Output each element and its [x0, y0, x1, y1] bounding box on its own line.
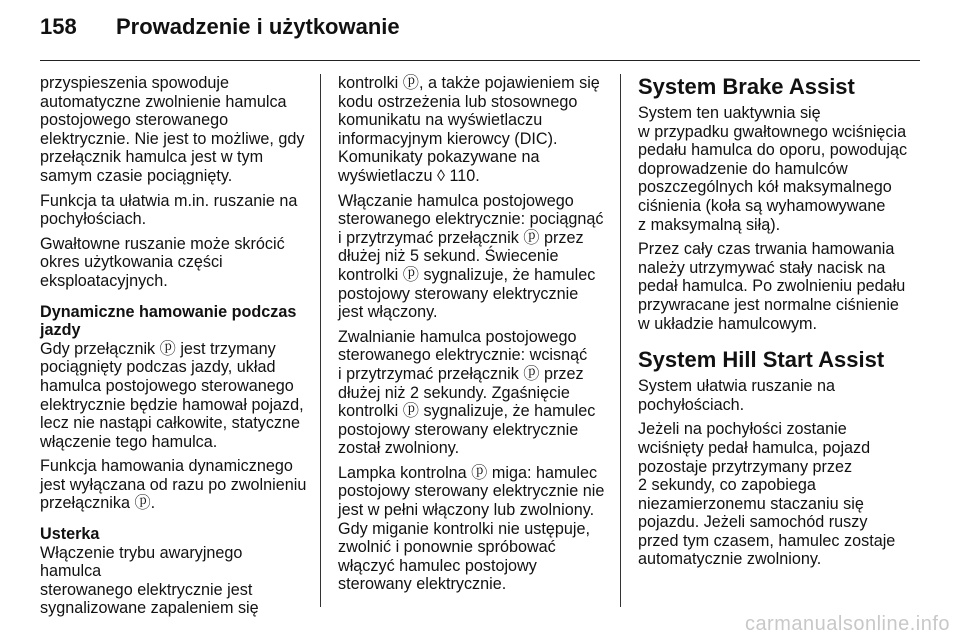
paragraph: Gwałtowne ruszanie może skrócić okres użytkowania części eksploatacyjnych. [40, 234, 285, 290]
header-divider [40, 60, 920, 61]
section-heading-dynamic-braking: Dynamiczne hamowanie podczas jazdy [40, 302, 297, 340]
column-divider [620, 74, 621, 607]
paragraph: przyspieszenia spowoduje automatyczne zwolnienie hamulca postojowego sterowanego elektrycznie. Nie jest to możliwe, gdy przełącznik hamulca jest w tym samym czasie pociągnięty. [40, 74, 305, 185]
paragraph: Jeżeli na pochyłości zostanie wciśnięty pedał hamulca, pojazd pozostaje przytrzymany przez 2 sekundy, co zapobiega niezamierzonemu staczaniu się pojazdu. Jeżeli samochód ruszy przed tym czasem, hamulec zostaje automatycznie zwolniony. [638, 420, 896, 569]
paragraph: Włączanie hamulca postojowego sterowanego elektrycznie: pociągnąć i przytrzymać przełącznik ⓟ przez dłużej niż 5 sekund. Świecenie kontrolki ⓟ sygnalizuje, że hamulec postojowy sterowany elektrycznie jest włączony. [338, 191, 604, 322]
page-title: Prowadzenie i użytkowanie [116, 14, 400, 39]
section-title-brake-assist: System Brake Assist [638, 74, 855, 99]
section-heading-fault: Usterka [40, 525, 100, 544]
column-divider [320, 74, 321, 607]
paragraph: Zwalnianie hamulca postojowego sterowanego elektrycznie: wcisnąć i przytrzymać przełącznik ⓟ przez dłużej niż 2 sekundy. Zgaśnięcie kontrolki ⓟ sygnalizuje, że hamulec postojowy sterowany elektrycznie został zwolniony. [338, 327, 596, 458]
paragraph: Gdy przełącznik ⓟ jest trzymany pociągnięty podczas jazdy, układ hamulca postojowego sterowanego elektrycznie będzie hamował pojazd, lecz nie nastąpi całkowite, statyczne włączenie tego hamulca. [40, 339, 304, 451]
column-2 [338, 74, 606, 600]
paragraph: Funkcja hamowania dynamicznego jest wyłączana od razu po zwolnieniu przełącznika ⓟ. [40, 457, 307, 513]
page-number: 158 [40, 14, 77, 39]
section-title-hill-start-assist: System Hill Start Assist [638, 347, 885, 373]
paragraph: System ten uaktywnia się w przypadku gwałtownego wciśnięcia pedału hamulca do oporu, powodując doprowadzenie do hamulców poszczególnych kół maksymalnego ciśnienia (koła są wyhamowywane z maksymalną siłą). [638, 104, 908, 234]
watermark: carmanualsonline.info [744, 613, 950, 635]
paragraph: Włączenie trybu awaryjnego hamulca sterowanego elektrycznie jest sygnalizowane zapaleniem się [40, 543, 259, 618]
paragraph: Przez cały czas trwania hamowania należy utrzymywać stały nacisk na pedał hamulca. Po zwolnieniu pedału przywracane jest normalne ciśnienie w układzie hamulcowym. [638, 240, 906, 333]
column-1 [40, 74, 308, 624]
paragraph: kontrolki ⓟ, a także pojawieniem się kodu ostrzeżenia lub stosownego komunikatu na wyświetlaczu informacyjnym kierowcy (DIC). Komunikaty pokazywane na wyświetlaczu ◊ 110. [338, 74, 600, 185]
paragraph: Lampka kontrolna ⓟ miga: hamulec postojowy sterowany elektrycznie nie jest w pełni włączony lub zwolniony. Gdy miganie kontrolki nie ustępuje, zwolnić i ponownie spróbować włączyć hamulec postojowy sterowany elektrycznie. [338, 463, 605, 594]
paragraph: Funkcja ta ułatwia m.in. ruszanie na pochyłościach. [40, 191, 298, 229]
column-3 [638, 74, 930, 575]
paragraph: System ułatwia ruszanie na pochyłościach. [638, 377, 836, 414]
page-header [40, 14, 920, 54]
